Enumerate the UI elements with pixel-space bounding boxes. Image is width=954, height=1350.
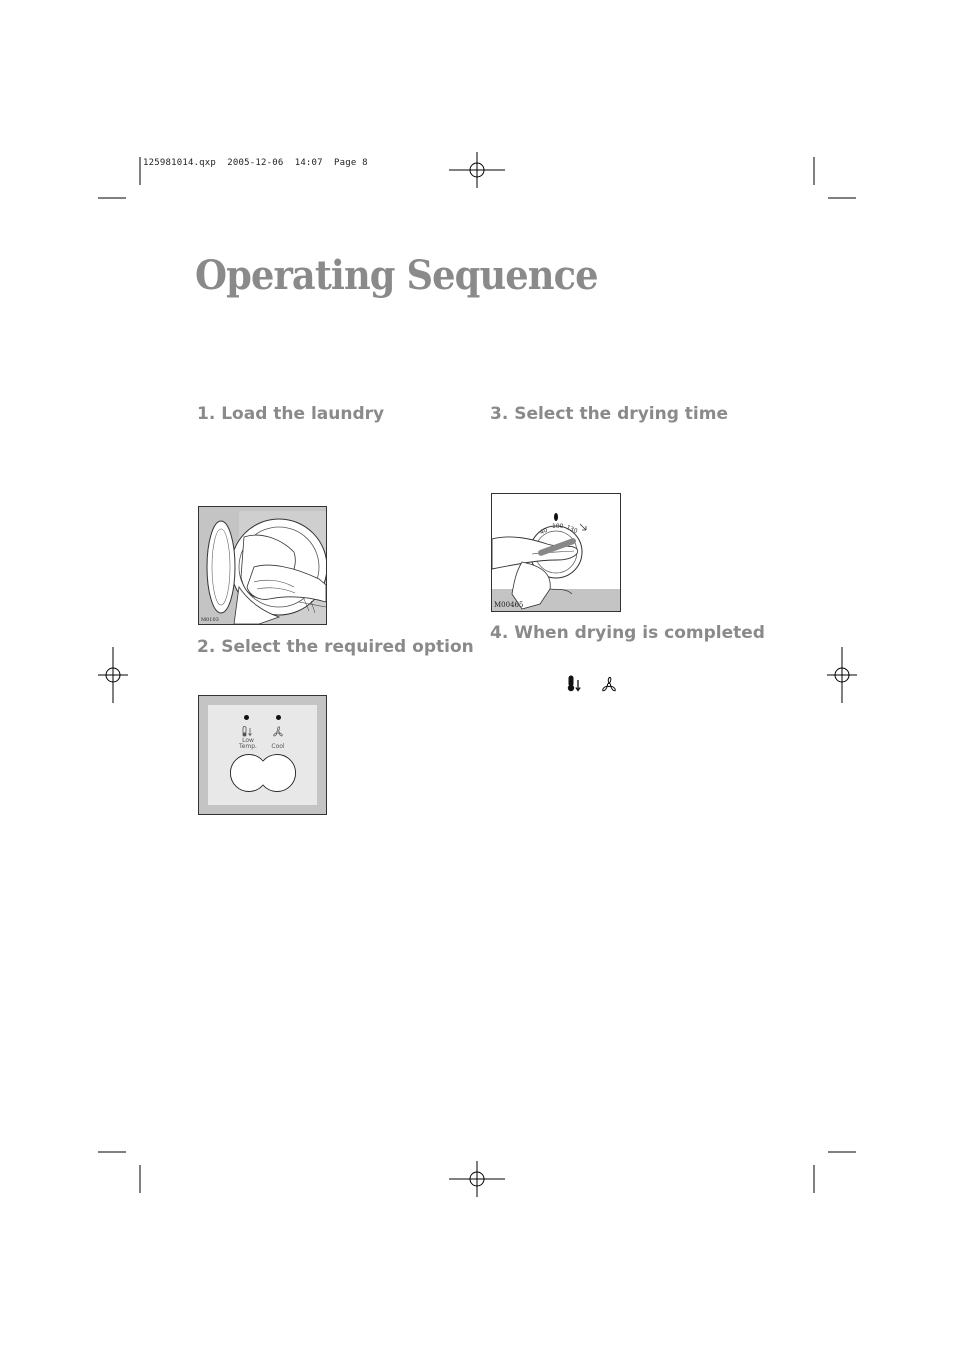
cool-label: Cool [271,743,285,750]
step-1-heading: 1. Load the laundry [197,404,385,424]
page-title: Operating Sequence [195,252,598,299]
step-2-heading: 2. Select the required option [197,637,474,657]
control-panel-figure [198,695,327,815]
timer-dial-illustration [492,494,620,611]
step-4-heading: 4. When drying is completed [490,623,765,643]
cool-button[interactable] [262,752,296,790]
load-laundry-figure [198,506,327,625]
cool-indicator-light [276,715,281,720]
dial-number-40: 40 [538,526,549,537]
fan-icon [601,676,617,696]
fan-icon [272,726,284,737]
low-temp-icon [566,675,582,696]
figure-code: M00465 [494,601,524,609]
drying-time-figure [491,493,621,612]
dial-number-130: 130 [565,523,579,536]
control-panel [208,705,317,805]
figure-code: M0103 [201,617,219,623]
step-3-heading: 3. Select the drying time [490,404,728,424]
low-temp-icon [240,726,254,737]
low-temp-label-line2: Temp. [239,743,257,750]
file-slug: 125981014.qxp 2005-12-06 14:07 Page 8 [143,158,368,168]
load-laundry-illustration [199,507,326,624]
low-temp-label-line1: Low [242,737,254,744]
low-temp-button[interactable] [228,752,262,790]
low-temp-indicator-light [244,715,249,720]
dial-number-100: 100 [552,523,564,530]
